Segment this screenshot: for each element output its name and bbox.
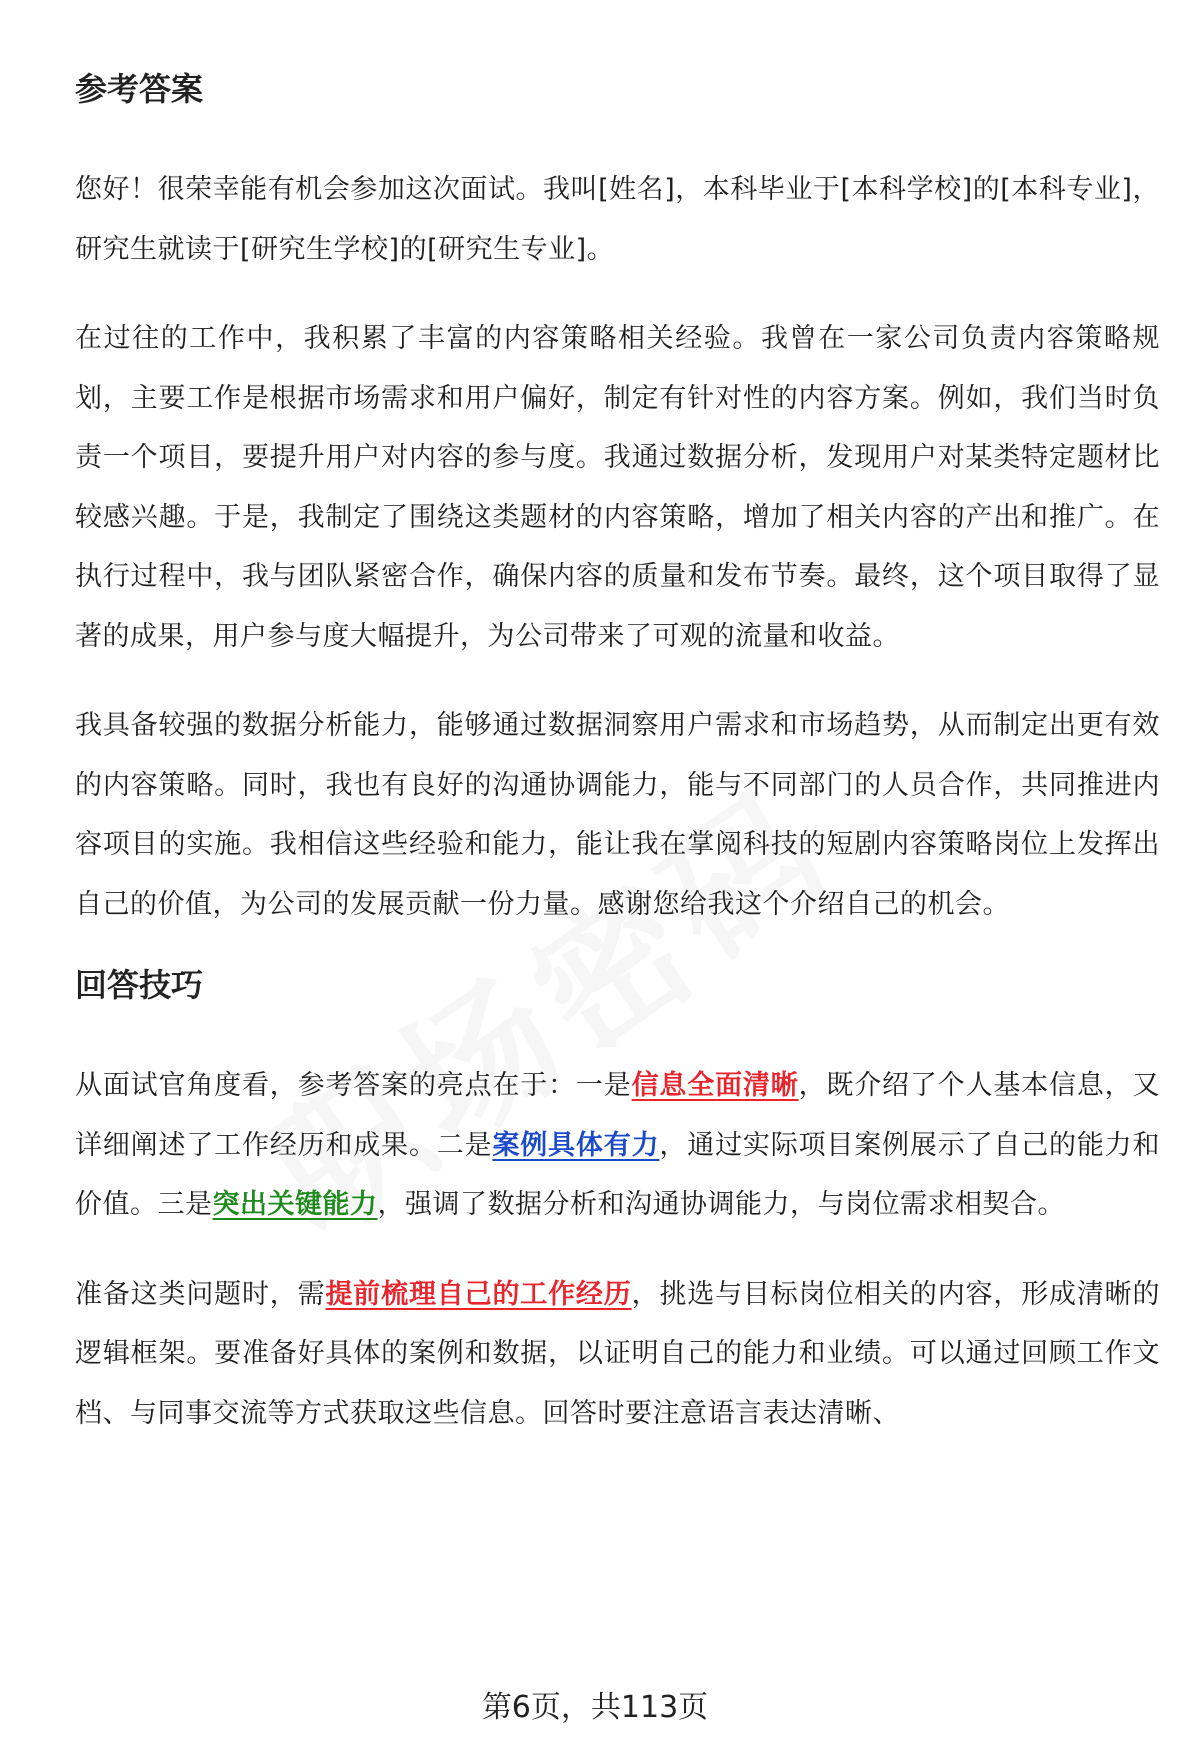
highlight-case-concrete: 案例具体有力 [492,1129,660,1161]
tips-text: 准备这类问题时，需 [75,1278,326,1310]
answer-paragraph-3: 我具备较强的数据分析能力，能够通过数据洞察用户需求和市场趋势，从而制定出更有效的内容策略。同时，我也有良好的沟通协调能力，能与不同部门的人员合作，共同推进内容项目的实施。我相信这些经验和能力，能让我在掌阅科技的短剧内容策略岗位上发挥出自己的价值，为公司的发展贡献一份力量。感谢您给我这个介绍自己的机会。 [75,710,1160,920]
tips-paragraph-2 [75,1265,1160,1444]
answer-paragraph-1: 您好！很荣幸能有机会参加这次面试。我叫[姓名]，本科毕业于[本科学校]的[本科专业]，研究生就读于[研究生学校]的[研究生专业]。 [75,174,1160,265]
tips-text: ，通过实际项目案例展示了自己的能力和价值。三是 [75,1129,1161,1220]
tips-paragraph-1 [75,1056,1160,1235]
tips-text: ，强调了数据分析和沟通协调能力，与岗位需求相契合。 [377,1189,1065,1220]
page-content [75,62,1160,1443]
answer-paragraph-2: 在过往的工作中，我积累了丰富的内容策略相关经验。我曾在一家公司负责内容策略规划，主要工作是根据市场需求和用户偏好，制定有针对性的内容方案。例如，我们当时负责一个项目，要提升用户对内容的参与度。我通过数据分析，发现用户对某类特定题材比较感兴趣。于是，我制定了围绕这类题材的内容策略，增加了相关内容的产出和推广。在执行过程中，我与团队紧密合作，确保内容的质量和发布节奏。最终，这个项目取得了显著的成果，用户参与度大幅提升，为公司带来了可观的流量和收益。 [75,323,1160,652]
page-number-footer: 第6页，共113页 [481,1690,709,1725]
highlight-review-experience: 提前梳理自己的工作经历 [325,1278,632,1310]
tips-text: ，挑选与目标岗位相关的内容，形成清晰的逻辑框架。要准备好具体的案例和数据，以证明自己的能力和业绩。可以通过回顾工作文档、与同事交流等方式获取这些信息。回答时要注意语言表达清晰、 [75,1278,1161,1429]
highlight-info-clear: 信息全面清晰 [631,1070,799,1101]
tips-text: 从面试官角度看，参考答案的亮点在于：一是 [75,1070,632,1101]
tips-text: ，既介绍了个人基本信息，又详细阐述了工作经历和成果。二是 [75,1070,1161,1161]
section-title-answer-tips: 回答技巧 [75,966,204,1004]
highlight-key-ability: 突出关键能力 [212,1189,378,1220]
section-title-reference-answer: 参考答案 [75,70,204,108]
